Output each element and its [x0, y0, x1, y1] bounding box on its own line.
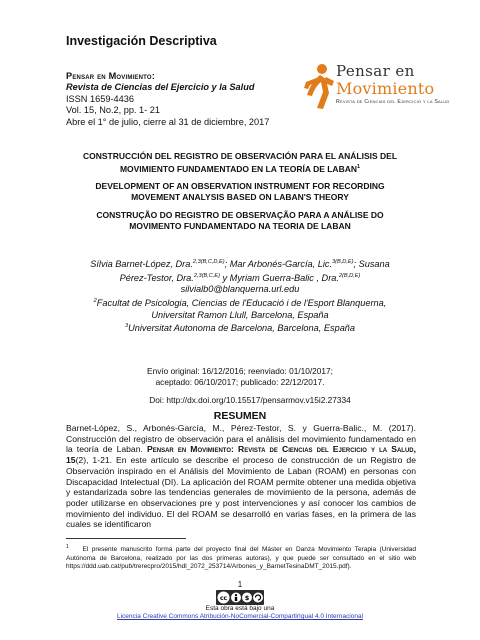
journal-name: Pensar en Movimiento: — [66, 71, 156, 81]
dates-line2: aceptado: 06/10/2017; publicado: 22/12/2017. — [155, 376, 325, 387]
cc-license-badge[interactable] — [216, 590, 264, 605]
affiliation-3-mark: 3 — [124, 323, 129, 330]
affiliation-3 — [56, 321, 424, 335]
affiliation-2-line2: Universitat Ramon Llull, Barcelona, España — [151, 309, 329, 320]
abstract-heading: RESUMEN — [213, 410, 267, 422]
journal-issn: ISSN 1659-4436 — [66, 93, 134, 104]
title-pt — [60, 210, 420, 231]
abstract-body — [66, 423, 416, 530]
title-es-line2: MOVIMIENTO FUNDAMENTADO EN LA TEORÍA DE LABAN — [119, 163, 357, 174]
title-en-line2: MOVEMENT ANALYSIS BASED ON LABAN'S THEORY — [131, 191, 349, 202]
author-email[interactable]: silvialb0@blanquerna.url.edu — [180, 284, 300, 295]
affiliation-2 — [56, 296, 424, 310]
title-en — [60, 181, 420, 202]
abstract-journal-ref: Pensar en Movimiento: Revista de Ciencias del Ejercicio y la Salud, 15 — [66, 444, 417, 466]
author-3: Pérez-Testor, Dra. — [119, 272, 194, 283]
page-number: 1 — [237, 580, 243, 589]
journal-logo — [296, 60, 456, 118]
journal-info — [66, 71, 306, 128]
abstract-citation: Barnet-López, S., Arbonés-García, M., Pérez-Testor, S. y Guerra-Balic., M. (2017). Construcción del registro de observación para el análisis del movimiento fundamentado en la teoría de Laban. — [66, 423, 416, 455]
footnote-mark: 1 — [66, 544, 69, 550]
author-3-sup: 2,3(B,C,E) — [193, 272, 220, 279]
authors-line2 — [56, 271, 424, 285]
submission-dates — [80, 366, 400, 387]
author-2: ; Mar Arbonés-García, Lic. — [224, 259, 333, 270]
affiliation-2-line1: Facultat de Psicologia, Ciencias de l'Educació i de l'Esport Blanquerna, — [96, 297, 387, 308]
author-4: y Myriam Guerra-Balic , Dra. — [219, 272, 339, 283]
title-footnote-mark: 1 — [357, 163, 361, 170]
doi-link[interactable]: Doi: http://dx.doi.org/10.15517/pensarmov.v15i2.27334 — [149, 395, 351, 405]
license-link[interactable]: Licencia Creative Commons Atribución-NoComercial-CompartirIgual 4.0 Internacional — [116, 613, 364, 620]
title-es-line1: CONSTRUCCIÓN DEL REGISTRO DE OBSERVACIÓN PARA EL ANÁLISIS DEL — [82, 151, 398, 161]
svg-text:$: $ — [244, 594, 250, 602]
author-1: Sílvia Barnet-López, Dra. — [90, 259, 193, 270]
author-1-sup: 2,3(B,C,D,E) — [192, 259, 225, 265]
logo-line1: Pensar en — [336, 62, 415, 80]
runner-icon — [296, 62, 336, 112]
title-es — [60, 151, 420, 174]
creative-commons-icon — [216, 590, 264, 605]
title-pt-line2: MOVIMENTO FUNDAMENTADO NA TEORIA DE LABAN — [129, 220, 351, 231]
author-4-sup: 2(B,D,E) — [338, 272, 361, 279]
license-prefix: Esta obra está bajo una — [205, 605, 275, 612]
footnote-text: El presente manuscrito forma parte del proyecto final del Máster en Danza Movimiento Terapia (Universidad Autónoma de Barcelona, realizado por las dos primeras autoras), y que puede ser consultado en el sitio web https://ddd.uab.cat/pub/trerecpro/2015/hdl_2072_253714/Arbones_y_BarnetTesinaDMT_2015.pdf). — [66, 546, 416, 571]
journal-period: Abre el 1° de julio, cierre al 31 de diciembre, 2017 — [66, 116, 270, 127]
svg-text:cc: cc — [219, 595, 228, 602]
logo-tagline: Revista de Ciencias del Ejercicio y la Salud — [336, 99, 450, 105]
authors-line1 — [56, 257, 424, 271]
affiliation-3-text: Universitat Autonoma de Barcelona, Barcelona, España — [128, 323, 356, 334]
author-3-pre: ; Susana — [353, 259, 390, 270]
title-pt-line1: CONSTRUÇÃO DO REGISTRO DE OBSERVAÇÃO PARA A ANÁLISE DO — [96, 210, 384, 220]
title-es-line2-wrap — [60, 162, 420, 174]
dates-line1: Envío original: 16/12/2016; reenviado: 01/10/2017; — [147, 366, 333, 376]
title-en-line1: DEVELOPMENT OF AN OBSERVATION INSTRUMENT FOR RECORDING — [95, 181, 385, 191]
footnote — [66, 543, 416, 572]
journal-subtitle: Revista de Ciencias del Ejercicio y la Salud — [66, 82, 255, 93]
affiliation-2-mark: 2 — [93, 297, 97, 304]
journal-volume: Vol. 15, No.2, pp. 1- 21 — [66, 105, 160, 116]
author-block — [56, 257, 424, 335]
author-2-sup: 3(B,D,E) — [332, 259, 354, 265]
footnote-divider — [66, 538, 186, 539]
logo-line2: Movimiento — [336, 79, 435, 98]
section-label: Investigación Descriptiva — [66, 34, 217, 48]
abstract-text: (2), 1-21. En este artículo se describe el proceso de construcción de un Registro de Observación inspirado en el Análisis del Movimiento de Laban (ROAM) en personas con Discapacidad Intelectual (DI). La aplicación del ROAM permite obtener una medida objetiva y estandarizada sobre las tendencias generales de movimiento de la persona, además de poder utilizarse en observaciones pre y post intervenciones y así conocer los cambios de movimiento del individuo. El del ROAM se desarrolló en varias fases, en la primera de las cuales se identificaron — [66, 455, 416, 530]
